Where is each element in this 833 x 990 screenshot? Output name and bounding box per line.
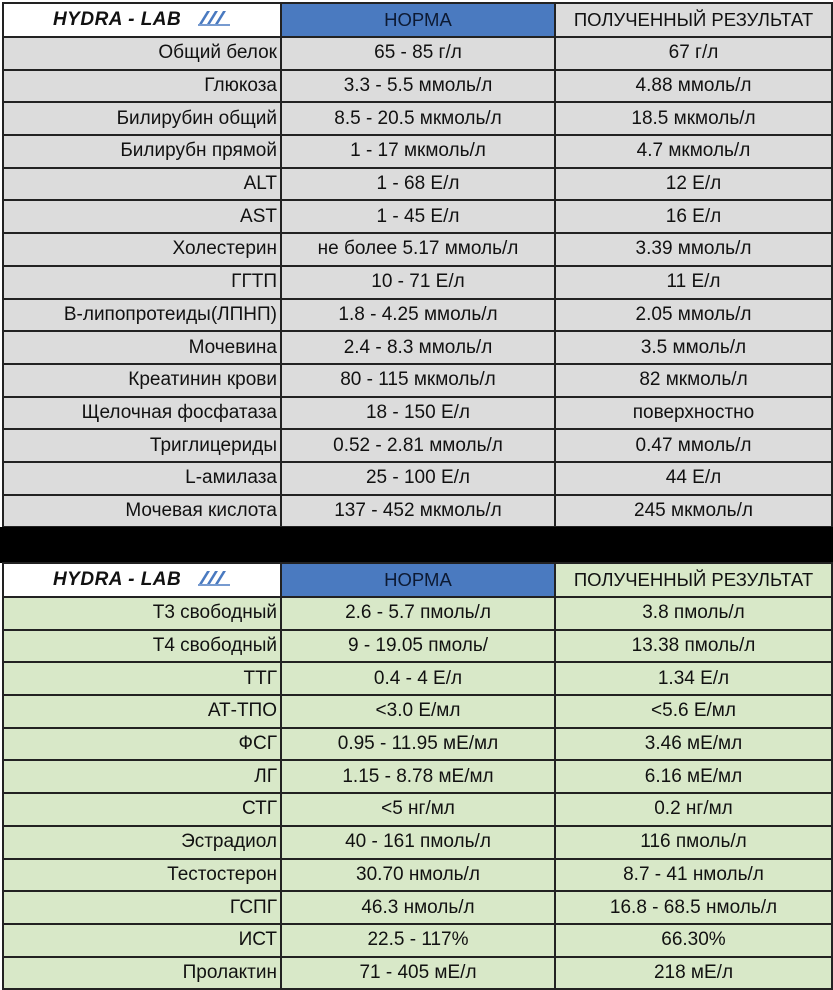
- table-row: [3, 728, 832, 761]
- norm-cell: 18 - 150 Е/л: [281, 397, 555, 430]
- table-header-row: [3, 3, 832, 37]
- norm-cell: 1.8 - 4.25 ммоль/л: [281, 299, 555, 332]
- table-row: [3, 760, 832, 793]
- result-cell: 2.05 ммоль/л: [555, 299, 832, 332]
- result-cell: 116 пмоль/л: [555, 826, 832, 859]
- table-row: [3, 924, 832, 957]
- result-cell: 6.16 мЕ/мл: [555, 760, 832, 793]
- table-row: [3, 826, 832, 859]
- hydra-logo-icon: [197, 8, 231, 32]
- result-cell: 0.47 ммоль/л: [555, 429, 832, 462]
- table-row: [3, 233, 832, 266]
- norm-cell: 0.52 - 2.81 ммоль/л: [281, 429, 555, 462]
- test-name-cell: Щелочная фосфатаза: [3, 397, 281, 430]
- test-name-cell: АТ-ТПО: [3, 695, 281, 728]
- test-name-cell: Триглицериды: [3, 429, 281, 462]
- table-row: [3, 859, 832, 892]
- norm-cell: 2.4 - 8.3 ммоль/л: [281, 331, 555, 364]
- test-name-cell: ГСПГ: [3, 891, 281, 924]
- result-cell: поверхностно: [555, 397, 832, 430]
- test-name-cell: Общий белок: [3, 37, 281, 70]
- test-name-cell: L-амилаза: [3, 462, 281, 495]
- test-name-cell: AST: [3, 200, 281, 233]
- norm-cell: 22.5 - 117%: [281, 924, 555, 957]
- table-row: [3, 200, 832, 233]
- brand-name: HYDRA - LAB: [52, 569, 182, 591]
- norm-cell: 2.6 - 5.7 пмоль/л: [281, 597, 555, 630]
- test-name-cell: ALT: [3, 168, 281, 201]
- test-name-cell: Т3 свободный: [3, 597, 281, 630]
- table-row: [3, 364, 832, 397]
- test-name-cell: Т4 свободный: [3, 630, 281, 663]
- table-row: [3, 299, 832, 332]
- table-row: [3, 495, 832, 528]
- test-name-cell: Глюкоза: [3, 70, 281, 103]
- norm-cell: 80 - 115 мкмоль/л: [281, 364, 555, 397]
- norm-cell: 25 - 100 Е/л: [281, 462, 555, 495]
- hydra-logo-icon: [197, 568, 231, 592]
- test-name-cell: Пролактин: [3, 957, 281, 990]
- table-row: [3, 397, 832, 430]
- section-divider-band: [0, 527, 833, 563]
- table-row: [3, 70, 832, 103]
- norm-cell: 65 - 85 г/л: [281, 37, 555, 70]
- result-cell: 218 мЕ/л: [555, 957, 832, 990]
- table-row: [3, 168, 832, 201]
- test-name-cell: Холестерин: [3, 233, 281, 266]
- hormones-table: [2, 562, 833, 990]
- norm-cell: 3.3 - 5.5 ммоль/л: [281, 70, 555, 103]
- norm-cell: 71 - 405 мЕ/л: [281, 957, 555, 990]
- table-row: [3, 630, 832, 663]
- table-row: [3, 135, 832, 168]
- result-cell: 245 мкмоль/л: [555, 495, 832, 528]
- test-name-cell: Креатинин крови: [3, 364, 281, 397]
- norm-cell: <3.0 Е/мл: [281, 695, 555, 728]
- table-header-row: [3, 563, 832, 597]
- test-name-cell: ТТГ: [3, 662, 281, 695]
- test-name-cell: Мочевая кислота: [3, 495, 281, 528]
- test-name-cell: Мочевина: [3, 331, 281, 364]
- result-column-header: ПОЛУЧЕННЫЙ РЕЗУЛЬТАТ: [555, 563, 832, 597]
- table-row: [3, 597, 832, 630]
- result-cell: 8.7 - 41 нмоль/л: [555, 859, 832, 892]
- brand-cell: [3, 3, 281, 37]
- result-column-header: ПОЛУЧЕННЫЙ РЕЗУЛЬТАТ: [555, 3, 832, 37]
- result-cell: 3.8 пмоль/л: [555, 597, 832, 630]
- result-cell: 13.38 пмоль/л: [555, 630, 832, 663]
- result-cell: 4.7 мкмоль/л: [555, 135, 832, 168]
- result-cell: 1.34 Е/л: [555, 662, 832, 695]
- table-row: [3, 662, 832, 695]
- table-row: [3, 793, 832, 826]
- table-row: [3, 102, 832, 135]
- norm-cell: 30.70 нмоль/л: [281, 859, 555, 892]
- brand-name: HYDRA - LAB: [52, 9, 182, 31]
- test-name-cell: Билирубн прямой: [3, 135, 281, 168]
- test-name-cell: СТГ: [3, 793, 281, 826]
- norm-cell: 8.5 - 20.5 мкмоль/л: [281, 102, 555, 135]
- norm-cell: 1 - 45 Е/л: [281, 200, 555, 233]
- table-row: [3, 266, 832, 299]
- test-name-cell: В-липопротеиды(ЛПНП): [3, 299, 281, 332]
- result-cell: 4.88 ммоль/л: [555, 70, 832, 103]
- test-name-cell: Тестостерон: [3, 859, 281, 892]
- result-cell: 18.5 мкмоль/л: [555, 102, 832, 135]
- norm-cell: 10 - 71 Е/л: [281, 266, 555, 299]
- norm-cell: 0.95 - 11.95 мЕ/мл: [281, 728, 555, 761]
- result-cell: 11 Е/л: [555, 266, 832, 299]
- table-row: [3, 695, 832, 728]
- result-cell: 82 мкмоль/л: [555, 364, 832, 397]
- result-cell: 16 Е/л: [555, 200, 832, 233]
- result-cell: 3.5 ммоль/л: [555, 331, 832, 364]
- norm-column-header: НОРМА: [281, 563, 555, 597]
- table-row: [3, 331, 832, 364]
- test-name-cell: ФСГ: [3, 728, 281, 761]
- table-row: [3, 462, 832, 495]
- test-name-cell: ИСТ: [3, 924, 281, 957]
- norm-cell: 1.15 - 8.78 мЕ/мл: [281, 760, 555, 793]
- norm-cell: 40 - 161 пмоль/л: [281, 826, 555, 859]
- norm-cell: 1 - 68 Е/л: [281, 168, 555, 201]
- result-cell: 16.8 - 68.5 нмоль/л: [555, 891, 832, 924]
- norm-cell: <5 нг/мл: [281, 793, 555, 826]
- result-cell: 3.46 мЕ/мл: [555, 728, 832, 761]
- test-name-cell: ЛГ: [3, 760, 281, 793]
- norm-cell: 137 - 452 мкмоль/л: [281, 495, 555, 528]
- result-cell: <5.6 Е/мл: [555, 695, 832, 728]
- norm-cell: 46.3 нмоль/л: [281, 891, 555, 924]
- table-row: [3, 891, 832, 924]
- table-row: [3, 957, 832, 990]
- table-row: [3, 429, 832, 462]
- biochemistry-table: [2, 2, 833, 528]
- norm-cell: 1 - 17 мкмоль/л: [281, 135, 555, 168]
- result-cell: 66.30%: [555, 924, 832, 957]
- norm-cell: 9 - 19.05 пмоль/: [281, 630, 555, 663]
- result-cell: 44 Е/л: [555, 462, 832, 495]
- result-cell: 12 Е/л: [555, 168, 832, 201]
- norm-cell: 0.4 - 4 Е/л: [281, 662, 555, 695]
- result-cell: 0.2 нг/мл: [555, 793, 832, 826]
- table-row: [3, 37, 832, 70]
- norm-cell: не более 5.17 ммоль/л: [281, 233, 555, 266]
- test-name-cell: Билирубин общий: [3, 102, 281, 135]
- test-name-cell: ГГТП: [3, 266, 281, 299]
- test-name-cell: Эстрадиол: [3, 826, 281, 859]
- result-cell: 67 г/л: [555, 37, 832, 70]
- result-cell: 3.39 ммоль/л: [555, 233, 832, 266]
- norm-column-header: НОРМА: [281, 3, 555, 37]
- brand-cell: [3, 563, 281, 597]
